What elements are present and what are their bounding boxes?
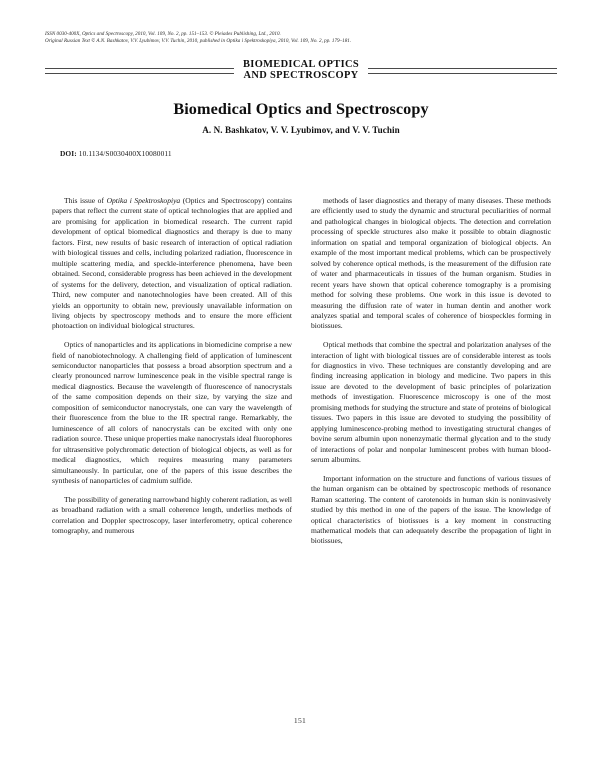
running-head bbox=[45, 59, 557, 82]
masthead-copyright-line: ISSN 0030-400X, Optics and Spectroscopy, 2010, Vol. 109, No. 2, pp. 151–153. © Pleiades Publishing, Ltd., 2010. bbox=[45, 31, 281, 37]
paragraph: Important information on the structure and functions of various tissues of the human organism can be obtained by spectroscopic methods of resonance Raman scattering. The content of carotenoids in human skin is noninvasively studied by this method in one of the papers of the issue. The knowledge of optical characteristics of biotissues is a key moment in constructing mathematical models that can adequately describe the propagation of light in biotissues, bbox=[311, 473, 551, 546]
doi-line bbox=[60, 149, 172, 159]
running-head-line-2: AND SPECTROSCOPY bbox=[243, 70, 359, 82]
paragraph: Optics of nanoparticles and its applications in biomedicine comprise a new field of nanobiotechnology. A challenging field of application of luminescent semiconductor nanoparticles that possess a broad absorption spectrum and a clearly pronounced narrow luminescence peak in the visible spectral range is medical diagnostics. Because the wavelength of fluorescence of nanocrystals of the same composition depends on their size, by varying the size and composition of semiconductor nanocrystals, one can vary the wavelength of their fluorescence from the blue to the IR spectral range. Remarkably, the luminescence of all colors of nanocrystals can be excited with only one radiation source. These unique properties make nanocrystals ideal fluorophores for ultrasensitive polychromatic detection of biological objects, as well as for medical diagnostics, which requires measuring many parameters simultaneously. In particular, one of the papers of this issue describes the synthesis of nanoparticles of cadmium sulfide. bbox=[52, 340, 292, 485]
page-number: 151 bbox=[293, 716, 307, 725]
left-column bbox=[52, 196, 292, 547]
doi-value: 10.1134/S0030400X10080011 bbox=[78, 149, 172, 158]
paragraph: methods of laser diagnostics and therapy of many diseases. These methods are efficiently used to study the dynamic and structural peculiarities of normal and pathological changes in biological objects. The detection and correlation processing of speckle structures also make it possible to obtain diagnostic information on spatial and temporal organization of biological objects. An example of the most important medical problems, which can be prospectively solved by coherence optical methods, is the measurement of the diffusion rate of water and pharmaceuticals in tissues of the human organism. Studies in recent years have shown that optical coherence tomography is a promising method for solving these problems. One work in this issue is devoted to measuring the diffusion rate of water in human dentin and another work analyzes spatial and temporal scales of coherence of biospeckles forming in biotissues. bbox=[311, 196, 551, 331]
right-column bbox=[311, 196, 551, 547]
paragraph: The possibility of generating narrowband highly coherent radiation, as well as broadband radiation with a small coherence length, underlies methods of correlation and Doppler spectroscopy, laser interferometry, optical coherence tomography, and numerous bbox=[52, 494, 292, 535]
running-head-rule-right bbox=[368, 68, 557, 74]
doi-label: DOI: bbox=[60, 149, 77, 158]
paragraph: Optical methods that combine the spectral and polarization analyses of the interaction of light with biological tissues are of considerable interest as tools for diagnostics in vivo. These techniques are constantly developing and are finding increasing application in biology and medicine. Two papers in this issue are devoted to the development of basic principles of polarization methods of investigation. Fluorescence microscopy is one of the most promising methods for studying the structure and state of proteins of biological tissues. Two papers in this issue are devoted to studying the possibility of applying luminescence-probing method to investigating structural changes of bovine serum albumin upon nonenzymatic thermal glycation and to the study of interactions of polar and nonpolar luminescent probes with human blood-serum albumins. bbox=[311, 340, 551, 465]
masthead-original-source-line: Original Russian Text © A.N. Bashkatov, V.V. Lyubimov, V.V. Tuchin, 2010, published in Optika i Spektroskopiya, 2010, Vol. 109, No. 2, pp. 179–181. bbox=[45, 38, 352, 45]
article-authors: A. N. Bashkatov, V. V. Lyubimov, and V. V. Tuchin bbox=[202, 125, 400, 135]
running-head-rule-left bbox=[45, 68, 234, 74]
body-columns bbox=[52, 196, 552, 547]
running-head-title bbox=[243, 59, 359, 82]
paragraph: This issue of Optika i Spektroskopiya (Optics and Spectroscopy) contains papers that reflect the current state of optical technologies that are applied and are promising for application in biomedical research. The current rapid development of optical biomedical diagnostics and therapy is due to many factors. First, new results of basic research of interaction of optical radiation with biological tissues and cells, including polarized radiation, fluorescence in multiple scattering media, and speckle-interference phenomena, have been obtained. Second, considerable progress has been achieved in the development of systems for the delivery, detection, and visualization of optical radiation. Third, new computer and nanotechnologies have been created. All of this yields an opportunity to obtain new, previously unavailable information on living objects by spectroscopy methods and to ensure the more efficient photoaction on individual biological structures. bbox=[52, 196, 292, 331]
article-title: Biomedical Optics and Spectroscopy bbox=[173, 100, 429, 118]
running-head-line-1: BIOMEDICAL OPTICS bbox=[243, 59, 359, 70]
masthead bbox=[45, 31, 557, 45]
